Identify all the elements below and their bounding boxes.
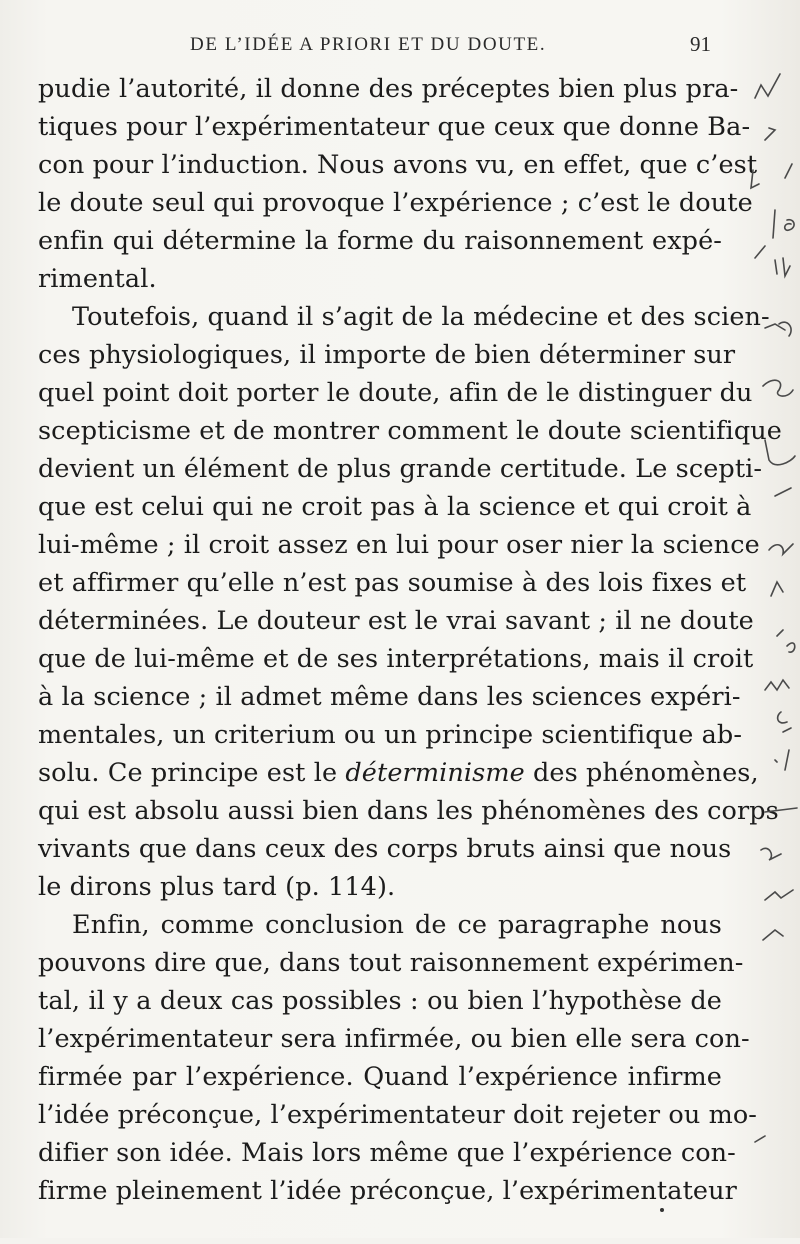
text-line: et affirmer qu’elle n’est pas soumise à des lois fixes et xyxy=(38,568,747,598)
text-line-with-italic xyxy=(38,754,759,792)
text-line: difier son idée. Mais lors même que l’expérience con- xyxy=(38,1138,736,1168)
text-line: ces physiologiques, il importe de bien déterminer sur xyxy=(38,340,736,370)
text-line: quel point doit porter le doute, afin de le distinguer du xyxy=(38,378,753,408)
italic-term: déterminisme xyxy=(345,758,525,788)
text-line: tal, il y a deux cas possibles : ou bien l’hypothèse de xyxy=(38,986,722,1016)
pencil-scribbles-icon xyxy=(735,60,800,1240)
text-line: tiques pour l’expérimentateur que ceux que donne Ba- xyxy=(38,112,751,142)
text-line: le dirons plus tard (p. 114). xyxy=(38,872,396,902)
text-line: que est celui qui ne croit pas à la science et qui croit à xyxy=(38,492,752,522)
text-line: Toutefois, quand il s’agit de la médecine et des scien- xyxy=(72,302,770,332)
text-run: des phénomènes, xyxy=(524,758,759,788)
text-line: le doute seul qui provoque l’expérience ; c’est le doute xyxy=(38,188,753,218)
handwritten-margin-notes xyxy=(735,60,800,1240)
running-title: DE L’IDÉE A PRIORI ET DU DOUTE. xyxy=(190,34,547,55)
text-line: pouvons dire que, dans tout raisonnement expérimen- xyxy=(38,948,744,978)
text-line: pudie l’autorité, il donne des préceptes bien plus pra- xyxy=(38,74,739,104)
body-text xyxy=(38,70,782,1210)
text-line: Enfin, comme conclusion de ce paragraphe nous xyxy=(72,910,722,940)
text-line: scepticisme et de montrer comment le doute scientifique xyxy=(38,416,782,446)
text-line: enfin qui détermine la forme du raisonnement expé- xyxy=(38,226,722,256)
text-run: solu. Ce principe est le xyxy=(38,758,346,788)
text-line: mentales, un criterium ou un principe scientifique ab- xyxy=(38,720,743,750)
text-line: vivants que dans ceux des corps bruts ainsi que nous xyxy=(38,834,732,864)
text-line: qui est absolu aussi bien dans les phénomènes des corps xyxy=(38,796,779,826)
text-line: à la science ; il admet même dans les sciences expéri- xyxy=(38,682,741,712)
text-line: firmée par l’expérience. Quand l’expérience infirme xyxy=(38,1062,722,1092)
ink-speck xyxy=(660,1208,664,1212)
paragraph xyxy=(38,906,758,1210)
text-line: l’expérimentateur sera infirmée, ou bien elle sera con- xyxy=(38,1024,750,1054)
text-line: rimental. xyxy=(38,264,157,294)
text-line: con pour l’induction. Nous avons vu, en effet, que c’est xyxy=(38,150,758,180)
paragraph xyxy=(38,298,782,906)
text-line: lui-même ; il croit assez en lui pour oser nier la science xyxy=(38,530,760,560)
text-line: devient un élément de plus grande certitude. Le scepti- xyxy=(38,454,763,484)
text-line: que de lui-même et de ses interprétations, mais il croit xyxy=(38,644,754,674)
text-line: firme pleinement l’idée préconçue, l’expérimentateur xyxy=(38,1176,737,1206)
paragraph xyxy=(38,70,758,298)
text-line: l’idée préconçue, l’expérimentateur doit rejeter ou mo- xyxy=(38,1100,758,1130)
page-number: 91 xyxy=(690,32,711,56)
text-line: déterminées. Le douteur est le vrai savant ; il ne doute xyxy=(38,606,754,636)
